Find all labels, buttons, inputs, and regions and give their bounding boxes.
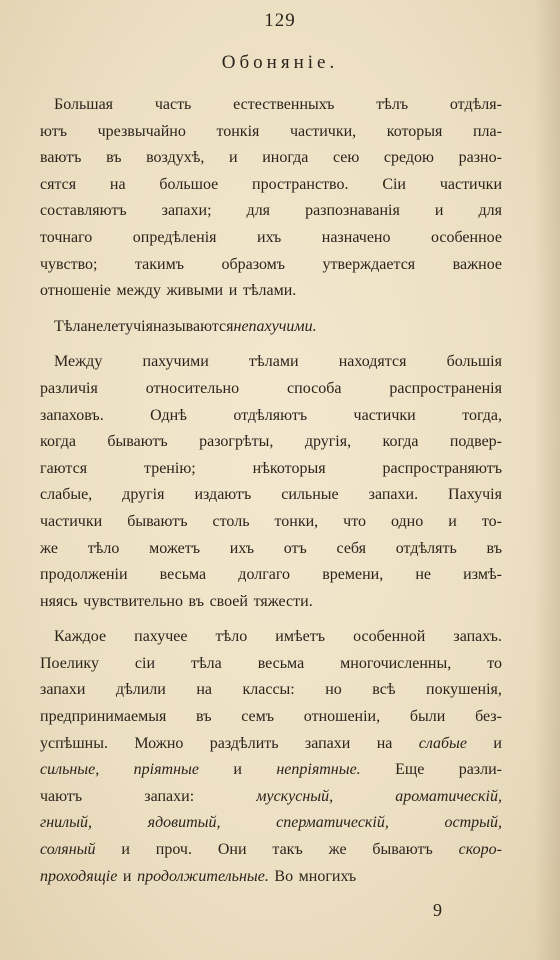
word: измѣ- [463,566,502,584]
word: покушенія, [426,681,502,699]
word: Тѣла [54,317,88,335]
word: издаютъ [194,486,252,504]
word: столь [212,512,250,530]
text-line [40,456,502,483]
word: подвер- [449,433,502,451]
text-line [40,651,502,678]
word: проходящіе [40,867,118,885]
word: и [448,512,457,530]
word: пахучими [142,353,209,371]
word: Они [217,841,247,859]
word: тогда, [462,406,502,424]
word: другія, [304,433,352,451]
word: были [409,708,446,726]
word: относительно [145,379,240,397]
text-line [40,677,502,704]
word: продолженіи [40,566,128,584]
word: частички, [289,122,357,140]
word: запахи. [368,486,419,504]
word: Пахучія [448,486,502,504]
paragraph [40,314,502,341]
paragraph [40,624,502,890]
word: сильные, [40,761,100,779]
word: скоро- [458,841,502,859]
word: составляютъ [40,202,127,220]
word: Сіи [382,175,406,193]
word: другія [122,486,165,504]
word: Однѣ [150,406,187,424]
word: можетъ [149,539,201,557]
word: большое [159,175,219,193]
word: нѣкоторыя [252,459,326,477]
word: назначено [321,228,391,246]
word: сперматическій, [276,814,389,832]
word: утверждается [322,255,416,273]
word: Во [274,867,294,885]
word: то- [481,512,502,530]
word: частички [40,512,103,530]
word: отношеніи, [303,708,381,726]
word: когда [40,433,76,451]
word: всѣ [372,681,396,699]
word: сіи [134,654,156,672]
text-line [40,482,502,509]
word: и [121,841,130,859]
word: себя [336,539,367,557]
word: непріятные. [276,761,361,779]
word: дѣлили [115,681,166,699]
word: на [109,175,126,193]
word: ихъ [257,228,282,246]
text-line [40,349,502,376]
word: на [196,681,212,699]
word: острый, [444,814,502,832]
word: нелетучія [87,317,153,335]
word: весьма [159,566,207,584]
text-line [40,784,502,811]
word: бываютъ [107,433,168,451]
word: Большая [54,96,114,113]
word: сею [332,149,360,167]
word: тѣло [87,539,120,557]
word: иногда [262,149,309,167]
word: разли- [458,761,502,779]
word: на [376,734,393,752]
word: распространенія [389,379,502,397]
paragraph [40,349,502,615]
text-line [40,731,502,758]
word: ихъ [229,539,254,557]
word: Еще [395,761,425,779]
word: сятся [40,175,77,193]
text-line [40,252,502,279]
text-line [40,429,502,456]
word: естественныхъ [233,96,335,113]
word: семъ [241,708,275,726]
word: разно- [458,149,502,167]
word: запахи: [144,787,195,805]
word: различія [40,379,98,397]
word: пріятные [133,761,199,779]
word: пла- [472,122,502,140]
word: большія [446,353,502,371]
word: часть [154,96,192,113]
word: тѣло [215,628,248,646]
word: Поелику [40,654,99,672]
word: же [328,841,347,859]
word: тѣла [190,654,222,672]
word: въ [486,539,502,557]
text-line [40,403,502,430]
signature-mark: 9 [433,900,442,920]
word: весьма [257,654,305,672]
word: но [325,681,342,699]
word: отдѣляютъ [233,406,308,424]
page-number: 129 [264,10,296,31]
word: запахи [304,734,351,752]
word: гнилый, [40,814,92,832]
word: такъ [272,841,303,859]
word: отдѣля- [449,96,502,113]
word: времени, [322,566,384,584]
word: въ [188,592,204,610]
body-text [40,92,502,890]
word: и [493,734,502,752]
word: частички [439,175,502,193]
text-line [40,314,502,341]
word: въ [106,149,122,167]
text-line [40,704,502,731]
text-line [40,864,502,891]
word: успѣшны. [40,734,108,752]
word: что [343,512,366,530]
text-line [40,837,502,864]
word: слабые [418,734,467,752]
word: запаховъ. [40,406,104,424]
word: ароматическій, [395,787,502,805]
word: долгаго [238,566,291,584]
word: Между [54,353,103,371]
page-edge-shadow [534,0,560,960]
word: разпознаванія [305,202,400,220]
word: живыми [166,282,224,300]
word: тѣлами. [242,282,297,300]
word: особенное [431,228,502,246]
word: между [116,282,161,300]
word: отъ [283,539,307,557]
text-line [40,92,502,119]
word: Можно [134,734,184,752]
word: и [233,761,242,779]
word: же [40,539,58,557]
word: находятся [338,353,407,371]
text-line [40,172,502,199]
word: распространяютъ [382,459,502,477]
word: ютъ [40,122,68,140]
word: слабые, [40,486,93,504]
word: частички [353,406,416,424]
word: имѣетъ [275,628,326,646]
paragraph [40,92,502,305]
word: классы: [242,681,295,699]
word: сильные [281,486,339,504]
word: предпринимаемыя [40,708,167,726]
word: тонки, [274,512,319,530]
word: тѣлъ [376,96,409,113]
word: особенной [353,628,426,646]
word: чувство; [40,255,98,273]
word: образомъ [221,255,286,273]
text-line [40,757,502,784]
text-line [40,589,502,616]
text-line [40,624,502,651]
text-line [40,810,502,837]
word: непахучими. [233,317,317,335]
word: способа [287,379,342,397]
word: тѣлами [249,353,299,371]
word: тяжести. [253,592,313,610]
word: ядовитый, [147,814,221,832]
word: соляный [40,841,96,859]
word: пахучее [134,628,188,646]
word: ваютъ [40,149,82,167]
word: разогрѣты, [199,433,274,451]
word: гаются [40,459,88,477]
text-line [40,562,502,589]
word: запахи [40,681,86,699]
word: продолжительные. [137,867,269,885]
word: без- [475,708,502,726]
text-line [40,145,502,172]
word: для [478,202,502,220]
word: для [246,202,271,220]
word: бываютъ [372,841,433,859]
word: и [228,282,238,300]
word: пространство. [252,175,349,193]
text-line [40,225,502,252]
word: въ [196,708,212,726]
word: важное [452,255,502,273]
text-line [40,198,502,225]
word: отношеніе [40,282,111,300]
word: опредѣленія [132,228,217,246]
word: няясь [40,592,78,610]
word: одно [391,512,424,530]
text-line [40,509,502,536]
word: средою [383,149,435,167]
text-line [40,119,502,146]
word: называются [152,317,234,335]
word: и [434,202,444,220]
word: воздухѣ, [146,149,205,167]
word: мускусный, [256,787,334,805]
word: своей [209,592,248,610]
word: отдѣлять [395,539,457,557]
word: чрезвычайно [97,122,186,140]
word: когда [382,433,419,451]
word: точнаго [40,228,93,246]
word: запахи; [161,202,212,220]
word: бываютъ [127,512,188,530]
word: и [122,867,132,885]
word: тренію; [144,459,196,477]
word: многихъ [298,867,357,885]
word: проч. [155,841,192,859]
word: которыя [386,122,443,140]
chapter-title: Обоняніе. [221,52,339,73]
word: чувствительно [83,592,183,610]
text-line [40,536,502,563]
word: не [415,566,432,584]
text-line [40,376,502,403]
word: и [229,149,238,167]
word: Каждое [54,628,107,646]
word: запахъ. [453,628,502,646]
word: чаютъ [40,787,83,805]
word: такимъ [134,255,185,273]
word: тонкія [216,122,260,140]
text-line [40,278,502,305]
word: раздѣлить [209,734,279,752]
word: многочисленны, [340,654,452,672]
word: то [487,654,502,672]
